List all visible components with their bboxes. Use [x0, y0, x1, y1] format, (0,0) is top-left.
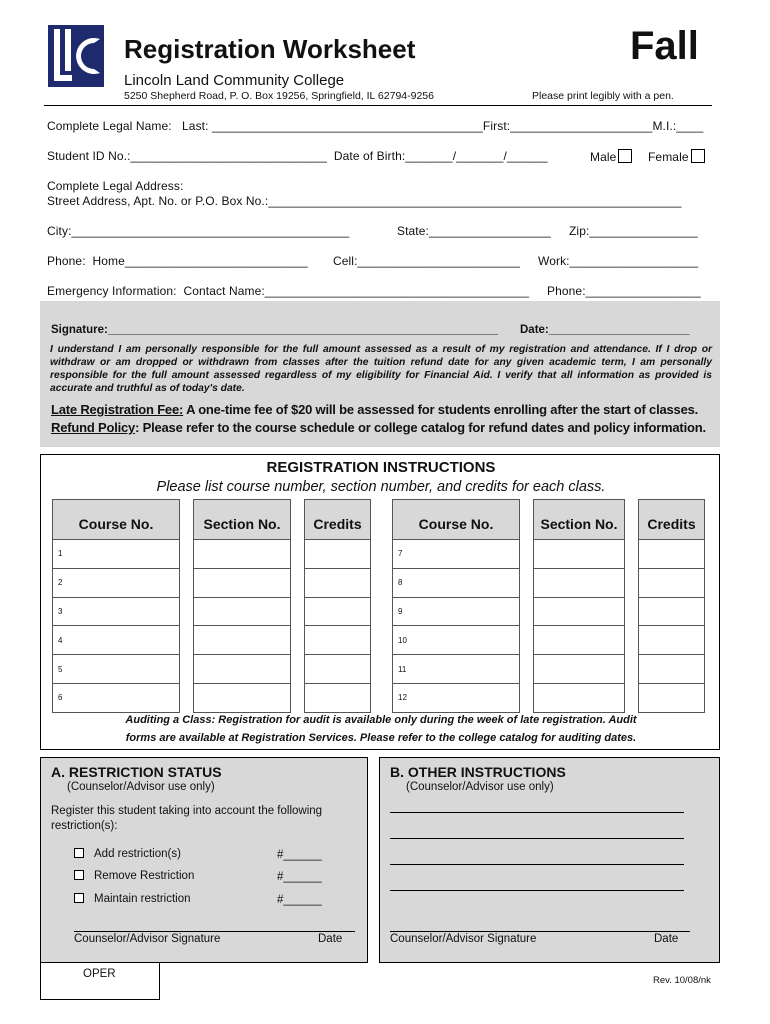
- table-row: [53, 597, 371, 626]
- gender-male[interactable]: [590, 149, 632, 164]
- credits-cell[interactable]: [639, 568, 705, 597]
- male-checkbox[interactable]: [618, 149, 632, 163]
- credits-cell[interactable]: [305, 540, 371, 569]
- college-name: Lincoln Land Community College: [124, 72, 345, 89]
- late-fee-text: A one-time fee of $20 will be assessed for students enrolling after the start of classes.: [183, 402, 699, 417]
- maintain-restriction-option[interactable]: [74, 893, 191, 905]
- refund-label: Refund Policy: [51, 420, 136, 435]
- emergency-contact-field[interactable]: Emergency Information: Contact Name:_______________________________________: [47, 284, 529, 298]
- male-label: Male: [590, 150, 617, 164]
- maintain-restriction-label: Maintain restriction: [94, 893, 191, 905]
- table-row: [53, 683, 371, 712]
- legal-name-field[interactable]: Complete Legal Name: Last: ________________________________________First:_____________________M.I.:____: [47, 119, 704, 133]
- course-cell[interactable]: 2: [53, 568, 180, 597]
- remove-restriction-number[interactable]: #______: [277, 871, 322, 883]
- col-section-header: Section No.: [534, 500, 625, 540]
- credits-cell[interactable]: [639, 655, 705, 684]
- section-cell[interactable]: [534, 655, 625, 684]
- table-row: [53, 626, 371, 655]
- credits-cell[interactable]: [305, 683, 371, 712]
- refund-policy: [51, 420, 706, 435]
- signature-date-field[interactable]: Date:______________________: [520, 324, 690, 336]
- course-cell[interactable]: 8: [393, 568, 520, 597]
- credits-cell[interactable]: [305, 655, 371, 684]
- auditing-note-line2: forms are available at Registration Services. Please refer to the college catalog for auditing dates.: [125, 732, 637, 744]
- responsibility-disclaimer: I understand I am personally responsible for the full amount assessed as a result of my registration and attendance. If I drop or withdraw or am dropped or withdrawn from classes after the tuition refund date for any given academic term, I am personally responsible for the full amount assessed regardless of my eligibility for Financial Aid. I verify that all information as provided is accurate and truthful as of today's date.: [50, 344, 712, 394]
- signature-field[interactable]: Signature:_____________________________________________________________: [51, 324, 499, 336]
- instruction-line[interactable]: [390, 890, 684, 891]
- college-logo: [48, 25, 104, 87]
- emergency-phone-field[interactable]: Phone:_________________: [547, 284, 701, 298]
- gender-female[interactable]: [648, 149, 705, 164]
- course-cell[interactable]: 4: [53, 626, 180, 655]
- restriction-status-panel: [40, 757, 368, 963]
- table-row: [53, 655, 371, 684]
- restriction-signature-label: Counselor/Advisor Signature: [74, 933, 221, 945]
- cell-phone-field[interactable]: Cell:________________________: [333, 254, 521, 268]
- col-credits-header: Credits: [305, 500, 371, 540]
- table-row: [53, 540, 371, 569]
- add-restriction-checkbox[interactable]: [74, 848, 84, 858]
- credits-cell[interactable]: [305, 626, 371, 655]
- section-cell[interactable]: [194, 540, 291, 569]
- oper-box[interactable]: [40, 962, 160, 1000]
- other-date-label: Date: [654, 933, 679, 945]
- print-note: Please print legibly with a pen.: [532, 90, 674, 102]
- section-cell[interactable]: [534, 568, 625, 597]
- other-instructions-title: B. OTHER INSTRUCTIONS: [390, 764, 566, 780]
- other-signature-line[interactable]: [390, 931, 690, 932]
- registration-subtitle: Please list course number, section number, and credits for each class.: [156, 479, 606, 495]
- course-cell[interactable]: 6: [53, 683, 180, 712]
- table-row: [393, 683, 705, 712]
- section-cell[interactable]: [534, 540, 625, 569]
- add-restriction-number[interactable]: #______: [277, 849, 322, 861]
- section-cell[interactable]: [194, 626, 291, 655]
- term-label: Fall: [630, 24, 699, 68]
- female-checkbox[interactable]: [691, 149, 705, 163]
- section-cell[interactable]: [534, 597, 625, 626]
- other-instructions-sub: (Counselor/Advisor use only): [406, 781, 554, 793]
- maintain-restriction-checkbox[interactable]: [74, 893, 84, 903]
- zip-field[interactable]: Zip:________________: [569, 224, 698, 238]
- course-cell[interactable]: 12: [393, 683, 520, 712]
- state-field[interactable]: State:__________________: [397, 224, 551, 238]
- home-phone-field[interactable]: Phone: Home___________________________: [47, 254, 308, 268]
- credits-cell[interactable]: [305, 597, 371, 626]
- course-cell[interactable]: 1: [53, 540, 180, 569]
- college-address: 5250 Shepherd Road, P. O. Box 19256, Springfield, IL 62794-9256: [124, 90, 434, 102]
- table-row: [393, 655, 705, 684]
- col-section-header: Section No.: [194, 500, 291, 540]
- street-field[interactable]: Street Address, Apt. No. or P.O. Box No.:_____________________________________________________________: [47, 194, 682, 208]
- section-cell[interactable]: [194, 597, 291, 626]
- remove-restriction-option[interactable]: [74, 870, 194, 882]
- female-label: Female: [648, 150, 689, 164]
- header-rule: [44, 105, 712, 106]
- maintain-restriction-number[interactable]: #______: [277, 894, 322, 906]
- restriction-signature-line[interactable]: [74, 931, 355, 932]
- restriction-sub: (Counselor/Advisor use only): [67, 781, 215, 793]
- course-cell[interactable]: 11: [393, 655, 520, 684]
- credits-cell[interactable]: [639, 683, 705, 712]
- credits-cell[interactable]: [639, 597, 705, 626]
- city-field[interactable]: City:_________________________________________: [47, 224, 350, 238]
- other-signature-label: Counselor/Advisor Signature: [390, 933, 537, 945]
- auditing-note: [41, 711, 721, 747]
- late-fee-policy: [51, 402, 698, 417]
- credits-cell[interactable]: [639, 626, 705, 655]
- late-fee-label: Late Registration Fee:: [51, 402, 184, 417]
- other-instructions-panel: [379, 757, 720, 963]
- auditing-note-line1: Auditing a Class: Registration for audit is available only during the week of late registration. Audit: [125, 714, 637, 726]
- course-cell[interactable]: 5: [53, 655, 180, 684]
- credits-cell[interactable]: [305, 568, 371, 597]
- restriction-title: A. RESTRICTION STATUS: [51, 764, 222, 780]
- instruction-line[interactable]: [390, 864, 684, 865]
- instruction-line[interactable]: [390, 838, 684, 839]
- revision-note: Rev. 10/08/nk: [653, 975, 711, 986]
- student-id-dob-field[interactable]: Student ID No.:_____________________________ Date of Birth:_______/_______/______: [47, 149, 548, 163]
- section-cell[interactable]: [534, 683, 625, 712]
- table-row: [393, 540, 705, 569]
- col-credits-header: Credits: [639, 500, 705, 540]
- credits-cell[interactable]: [639, 540, 705, 569]
- restriction-instructions: Register this student taking into account the following restriction(s):: [51, 805, 323, 832]
- work-phone-field[interactable]: Work:___________________: [538, 254, 699, 268]
- section-cell[interactable]: [194, 683, 291, 712]
- course-table-left: [52, 499, 371, 713]
- add-restriction-label: Add restriction(s): [94, 848, 181, 860]
- col-course-header: Course No.: [53, 500, 180, 540]
- refund-text: : Please refer to the course schedule or college catalog for refund dates and policy information.: [135, 420, 706, 435]
- table-row: [393, 626, 705, 655]
- registration-title: REGISTRATION INSTRUCTIONS: [266, 459, 496, 476]
- registration-instructions-box: [40, 454, 720, 750]
- restriction-date-label: Date: [318, 933, 343, 945]
- section-cell[interactable]: [534, 626, 625, 655]
- remove-restriction-checkbox[interactable]: [74, 870, 84, 880]
- course-cell[interactable]: 7: [393, 540, 520, 569]
- table-row: [393, 597, 705, 626]
- section-cell[interactable]: [194, 655, 291, 684]
- course-table-right: [392, 499, 705, 713]
- section-cell[interactable]: [194, 568, 291, 597]
- address-label: Complete Legal Address:: [47, 179, 184, 193]
- add-restriction-option[interactable]: [74, 848, 181, 860]
- oper-label: OPER: [83, 968, 116, 980]
- instruction-line[interactable]: [390, 812, 684, 813]
- page-title: Registration Worksheet: [124, 34, 416, 64]
- course-cell[interactable]: 3: [53, 597, 180, 626]
- table-row: [53, 568, 371, 597]
- col-course-header: Course No.: [393, 500, 520, 540]
- remove-restriction-label: Remove Restriction: [94, 870, 195, 882]
- course-cell[interactable]: 10: [393, 626, 520, 655]
- course-cell[interactable]: 9: [393, 597, 520, 626]
- table-row: [393, 568, 705, 597]
